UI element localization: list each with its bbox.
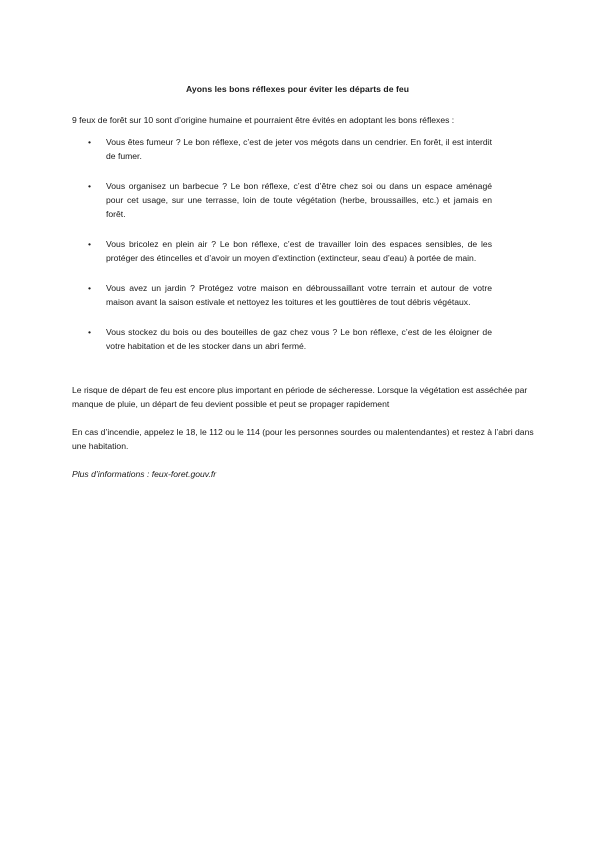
bullet-icon: • [88,181,92,191]
emergency-paragraph: En cas d’incendie, appelez le 18, le 112 ou le 114 (pour les personnes sourdes ou malentendantes) et restez à l’abri dans une habitation. [72,427,534,451]
info-line: Plus d’informations : feux-foret.gouv.fr [72,469,217,479]
document-title: Ayons les bons réflexes pour éviter les départs de feu [185,84,410,94]
list-item [72,179,492,221]
bullet-icon: • [88,283,92,293]
list-item-text: Vous organisez un barbecue ? Le bon réflexe, c’est d’être chez soi ou dans un espace aménagé pour cet usage, sur une terrasse, loin de toute végétation (herbe, broussailles, etc.) et jamais en forêt. [106,181,492,219]
intro-paragraph: 9 feux de forêt sur 10 sont d’origine humaine et pourraient être évités en adoptant les bons réflexes : [72,115,455,125]
list-item [72,325,492,353]
list-item-text: Vous êtes fumeur ? Le bon réflexe, c’est de jeter vos mégots dans un cendrier. En forêt, il est interdit de fumer. [106,137,492,161]
bullet-icon: • [88,239,92,249]
list-item-text: Vous avez un jardin ? Protégez votre maison en débroussaillant votre terrain et autour de votre maison avant la saison estivale et nettoyez les toitures et les gouttières de tout débris végétaux. [106,283,492,307]
list-item [72,237,492,265]
bullet-icon: • [88,137,92,147]
list-item-text: Vous bricolez en plein air ? Le bon réflexe, c’est de travailler loin des espaces sensibles, de les protéger des étincelles et d’avoir un moyen d’extinction (extincteur, seau d’eau) à portée de main. [106,239,492,263]
tips-list [72,135,492,369]
list-item [72,281,492,309]
list-item [72,135,492,163]
bullet-icon: • [88,327,92,337]
risk-paragraph: Le risque de départ de feu est encore plus important en période de sécheresse. Lorsque la végétation est asséchée par manque de pluie, un départ de feu devient possible et peut se propager rapidement [72,385,528,409]
list-item-text: Vous stockez du bois ou des bouteilles de gaz chez vous ? Le bon réflexe, c’est de les éloigner de votre habitation et de les stocker dans un abri fermé. [106,327,492,351]
